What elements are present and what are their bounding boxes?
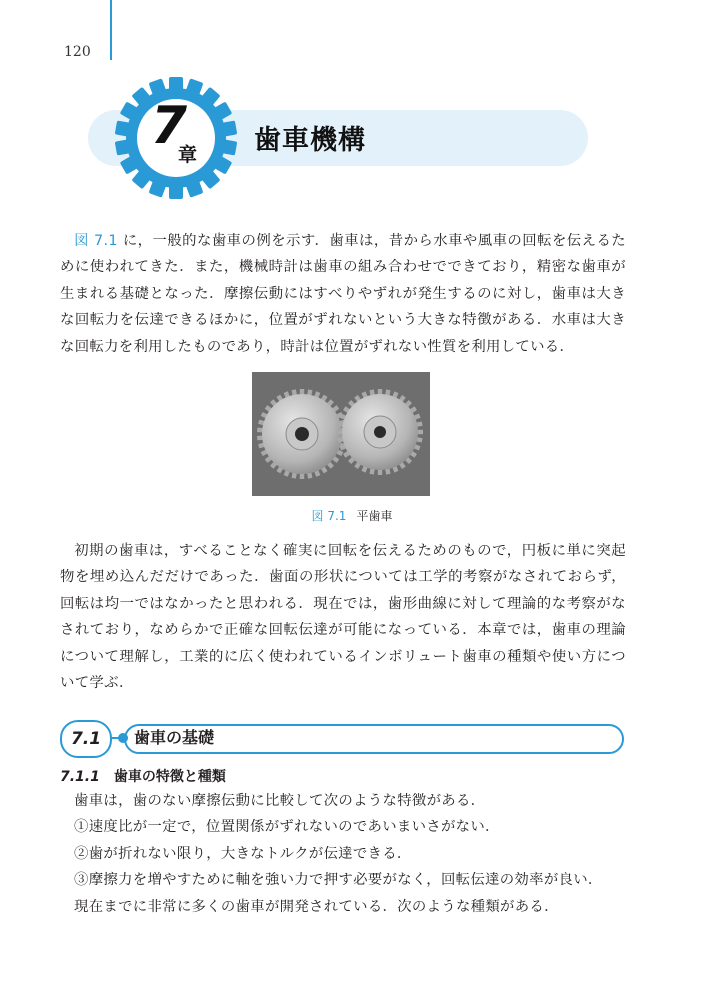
chapter-number: 7 xyxy=(150,96,188,156)
intro-text: に，一般的な歯車の例を示す．歯車は，昔から水車や風車の回転を伝えるために使われてきた．また，機械時計は歯車の組み合わせでできており，精密な歯車が生まれる基礎となった．摩擦伝動にはすべりやずれが発生するのに対し，歯車は大きな回転力を伝達できるほかに，位置がずれないという大きな特徴がある．水車は大きな回転力を利用したものであり，時計は位置がずれない性質を利用している． xyxy=(60,233,626,355)
history-paragraph xyxy=(60,538,626,696)
figure-label: 図 7.1 xyxy=(311,509,347,523)
figure-reference[interactable]: 図 7.1 xyxy=(74,233,118,249)
page-number: 120 xyxy=(64,44,91,60)
subsection-title: 歯車の特徴と種類 xyxy=(113,769,226,785)
list-item: ①速度比が一定で，位置関係がずれないのであいまいさがない． xyxy=(74,819,500,836)
body-lines xyxy=(74,788,634,920)
figure-caption-text: 平歯車 xyxy=(356,509,393,523)
body-line: 歯車は，歯のない摩擦伝動に比較して次のような特徴がある． xyxy=(74,793,486,809)
figure-caption xyxy=(0,507,704,524)
section-number: 7.1 xyxy=(60,720,112,758)
subsection-heading xyxy=(60,766,226,786)
intro-paragraph xyxy=(60,228,626,360)
list-item: ②歯が折れない限り，大きなトルクが伝達できる． xyxy=(74,845,412,862)
history-text: 初期の歯車は，すべることなく確実に回転を伝えるためのもので，円板に単に突起物を埋め込んだだけであった．歯面の形状については工学的考察がなされておらず，回転は均一ではなかったと思われる．現在では，歯形曲線に対して理論的な考察がなされており，なめらかで正確な回転伝達が可能になっている．本章では，歯車の理論について理解し，工業的に広く使われているインボリュート歯車の種類や使い方について学ぶ． xyxy=(60,543,626,692)
section-title: 歯車の基礎 xyxy=(134,728,215,747)
body-line: 現在までに非常に多くの歯車が開発されている．次のような種類がある． xyxy=(74,898,559,915)
spur-gears-photo xyxy=(252,372,430,496)
chapter-label: 章 xyxy=(178,144,198,166)
list-item: ③摩擦力を増やすために軸を強い力で押す必要がなく，回転伝達の効率が良い． xyxy=(74,872,603,889)
chapter-title: 歯車機構 xyxy=(254,125,366,156)
subsection-number: 7.1.1 xyxy=(60,769,100,785)
top-margin-rule xyxy=(110,0,112,60)
section-dot xyxy=(118,733,128,743)
